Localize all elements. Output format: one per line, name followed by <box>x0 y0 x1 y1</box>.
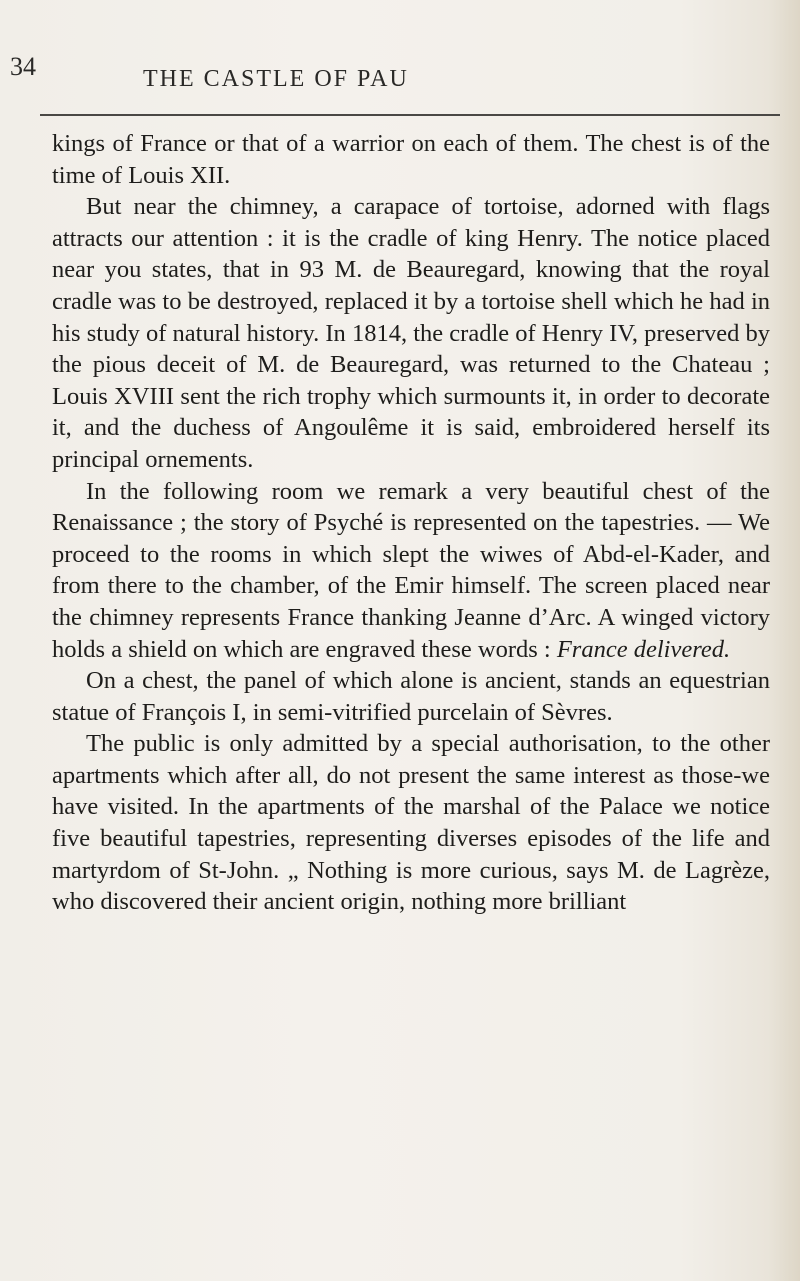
paragraph-2: But near the chimney, a carapace of tortoise, adorned with flags attracts our attention : it is the cradle of king Henry. The notice placed near you states, that in 93 M. de Beauregard, knowing that the royal cradle was to be destroyed, replaced it by a tortoise shell which he had in his study of natural history. In 1814, the cradle of Henry IV, preserved by the pious deceit of M. de Beauregard, was returned to the Chateau ; Louis XVIII sent the rich trophy which surmounts it, in order to decorate it, and the duchess of Angoulême it is said, embroidered herself its principal ornements. <box>52 193 770 473</box>
paragraph-3-text: In the following room we remark a very beautiful chest of the Renaissance ; the story of Psyché is represented on the tapestries. — We proceed to the rooms in which slept the wiwes of Abd-el-Kader, and from there to the chamber, of the Emir himself. The screen placed near the chimney represents France thanking Jeanne d’Arc. A winged victory holds a shield on which are engraved these words : <box>52 477 770 663</box>
inscription-text: France delivered. <box>556 635 731 663</box>
paragraph-4: On a chest, the panel of which alone is ancient, stands an equestrian statue of François I, in semi-vitrified purcelain of Sèvres. <box>52 667 770 726</box>
body-text <box>52 128 770 918</box>
header-rule <box>40 114 780 116</box>
paragraph-3 <box>52 476 770 666</box>
paragraph-1: kings of France or that of a warrior on each of them. The chest is of the time of Louis XII. <box>52 130 770 189</box>
paragraph-5: The public is only admitted by a special authorisation, to the other apartments which after all, do not present the same interest as those-we have visited. In the apartments of the marshal of the Palace we notice five beautiful tapestries, representing diverses episodes of the life and martyrdom of St-John. „ Nothing is more curious, says M. de Lagrèze, who discovered their ancient origin, nothing more brilliant <box>52 730 770 916</box>
page-number: 34 <box>10 52 36 81</box>
running-head: THE CASTLE OF PAU <box>143 66 409 92</box>
